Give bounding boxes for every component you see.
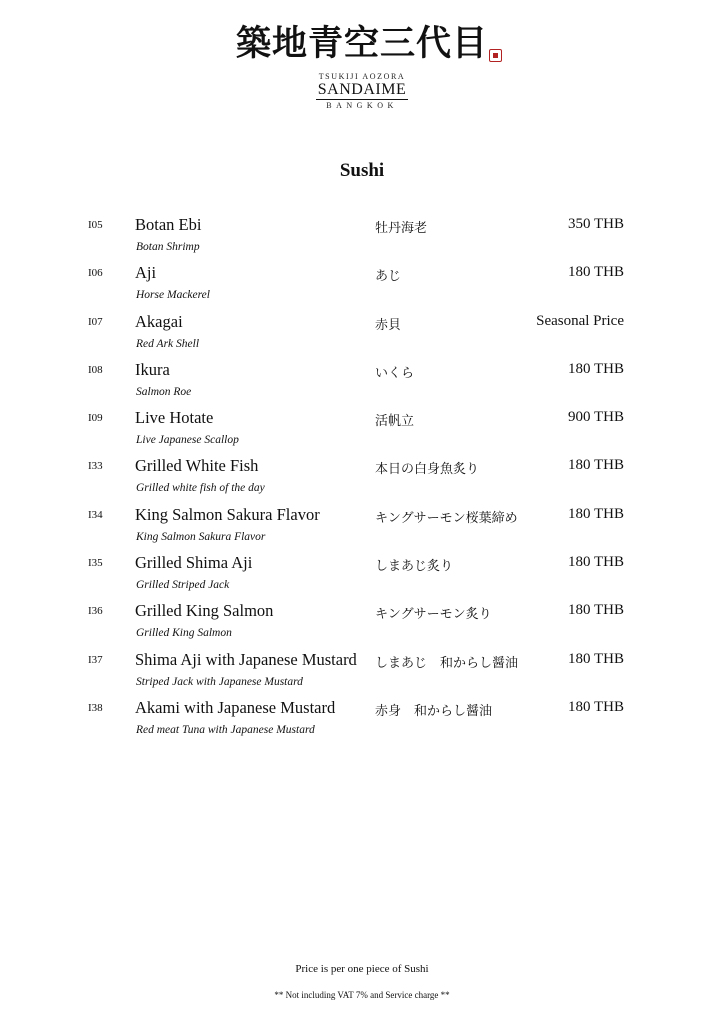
item-name: Akami with Japanese Mustard xyxy=(135,697,336,717)
item-price: 180 THB xyxy=(568,698,624,715)
item-description: King Salmon Sakura Flavor xyxy=(136,530,266,543)
item-price: Seasonal Price xyxy=(536,312,624,329)
item-japanese-name: 本日の白身魚炙り xyxy=(375,462,480,478)
logo-city: BANGKOK xyxy=(326,101,398,110)
red-seal-icon xyxy=(489,49,502,62)
menu-item xyxy=(0,408,724,456)
logo-kanji-text: 築地青空三代目 xyxy=(235,23,488,64)
item-description: Horse Mackerel xyxy=(136,289,210,302)
item-code: I09 xyxy=(88,412,103,425)
item-name: Shima Aji with Japanese Mustard xyxy=(135,649,357,669)
item-code: I06 xyxy=(88,267,103,280)
item-name: Grilled King Salmon xyxy=(135,601,274,621)
section-title: Sushi xyxy=(339,160,385,181)
logo-romaji: TSUKIJI AOZORA xyxy=(318,72,406,81)
item-code: I34 xyxy=(88,508,103,521)
item-price: 180 THB xyxy=(568,264,624,281)
item-name: Grilled White Fish xyxy=(135,456,259,476)
item-japanese-name: 牡丹海老 xyxy=(375,221,428,236)
menu-item xyxy=(0,698,724,746)
item-code: I08 xyxy=(88,363,103,376)
item-code: I35 xyxy=(88,557,103,570)
item-description: Salmon Roe xyxy=(136,385,192,398)
item-name: Grilled Shima Aji xyxy=(135,553,253,573)
item-description: Red Ark Shell xyxy=(136,337,200,350)
item-name: Botan Ebi xyxy=(135,215,202,234)
item-japanese-name: 活帆立 xyxy=(375,414,415,430)
item-price: 180 THB xyxy=(568,360,624,377)
item-name: Aji xyxy=(135,263,157,283)
item-code: I05 xyxy=(88,219,103,231)
item-name: Akagai xyxy=(135,311,183,331)
logo-kanji xyxy=(236,22,488,66)
item-japanese-name: しまあじ 和からし醤油 xyxy=(375,655,519,671)
menu-item xyxy=(0,360,724,408)
item-description: Grilled King Salmon xyxy=(136,627,232,640)
item-japanese-name: あじ xyxy=(375,269,402,285)
item-code: I07 xyxy=(88,315,103,328)
item-code: I33 xyxy=(88,460,103,473)
item-code: I37 xyxy=(88,653,103,666)
item-price: 180 THB xyxy=(568,554,624,571)
menu-item xyxy=(0,553,724,601)
item-japanese-name: いくら xyxy=(375,365,415,381)
item-description: Grilled Striped Jack xyxy=(136,579,230,592)
menu-list xyxy=(0,215,724,746)
item-japanese-name: 赤貝 xyxy=(375,317,402,333)
item-price: 350 THB xyxy=(568,216,624,232)
item-description: Grilled white fish of the day xyxy=(136,482,265,495)
logo-name: SANDAIME xyxy=(317,81,407,98)
item-price: 180 THB xyxy=(568,505,624,522)
menu-item xyxy=(0,312,724,360)
menu-item xyxy=(0,456,724,504)
menu-item xyxy=(0,263,724,311)
item-price: 900 THB xyxy=(568,409,624,426)
item-description: Live Japanese Scallop xyxy=(136,434,239,447)
item-name: Live Hotate xyxy=(135,408,214,428)
menu-item xyxy=(0,601,724,649)
item-name: Ikura xyxy=(135,359,170,379)
tax-disclaimer: ** Not including VAT 7% and Service charge ** xyxy=(274,990,450,1000)
item-japanese-name: 赤身 和からし醤油 xyxy=(375,703,493,719)
item-code: I36 xyxy=(88,605,103,618)
item-japanese-name: キングサーモン桜葉締め xyxy=(375,510,518,526)
menu-item xyxy=(0,650,724,698)
item-price: 180 THB xyxy=(568,457,624,474)
menu-item xyxy=(0,505,724,553)
item-name: King Salmon Sakura Flavor xyxy=(135,504,320,524)
item-description: Red meat Tuna with Japanese Mustard xyxy=(136,723,315,736)
item-price: 180 THB xyxy=(568,650,624,667)
item-description: Striped Jack with Japanese Mustard xyxy=(136,675,303,688)
restaurant-logo xyxy=(0,22,724,110)
item-code: I38 xyxy=(88,701,103,714)
item-price: 180 THB xyxy=(568,602,624,619)
menu-item xyxy=(0,215,724,263)
price-note: Price is per one piece of Sushi xyxy=(295,963,429,975)
item-japanese-name: キングサーモン炙り xyxy=(375,607,492,623)
item-japanese-name: しまあじ炙り xyxy=(375,559,454,575)
item-description: Botan Shrimp xyxy=(136,241,200,253)
